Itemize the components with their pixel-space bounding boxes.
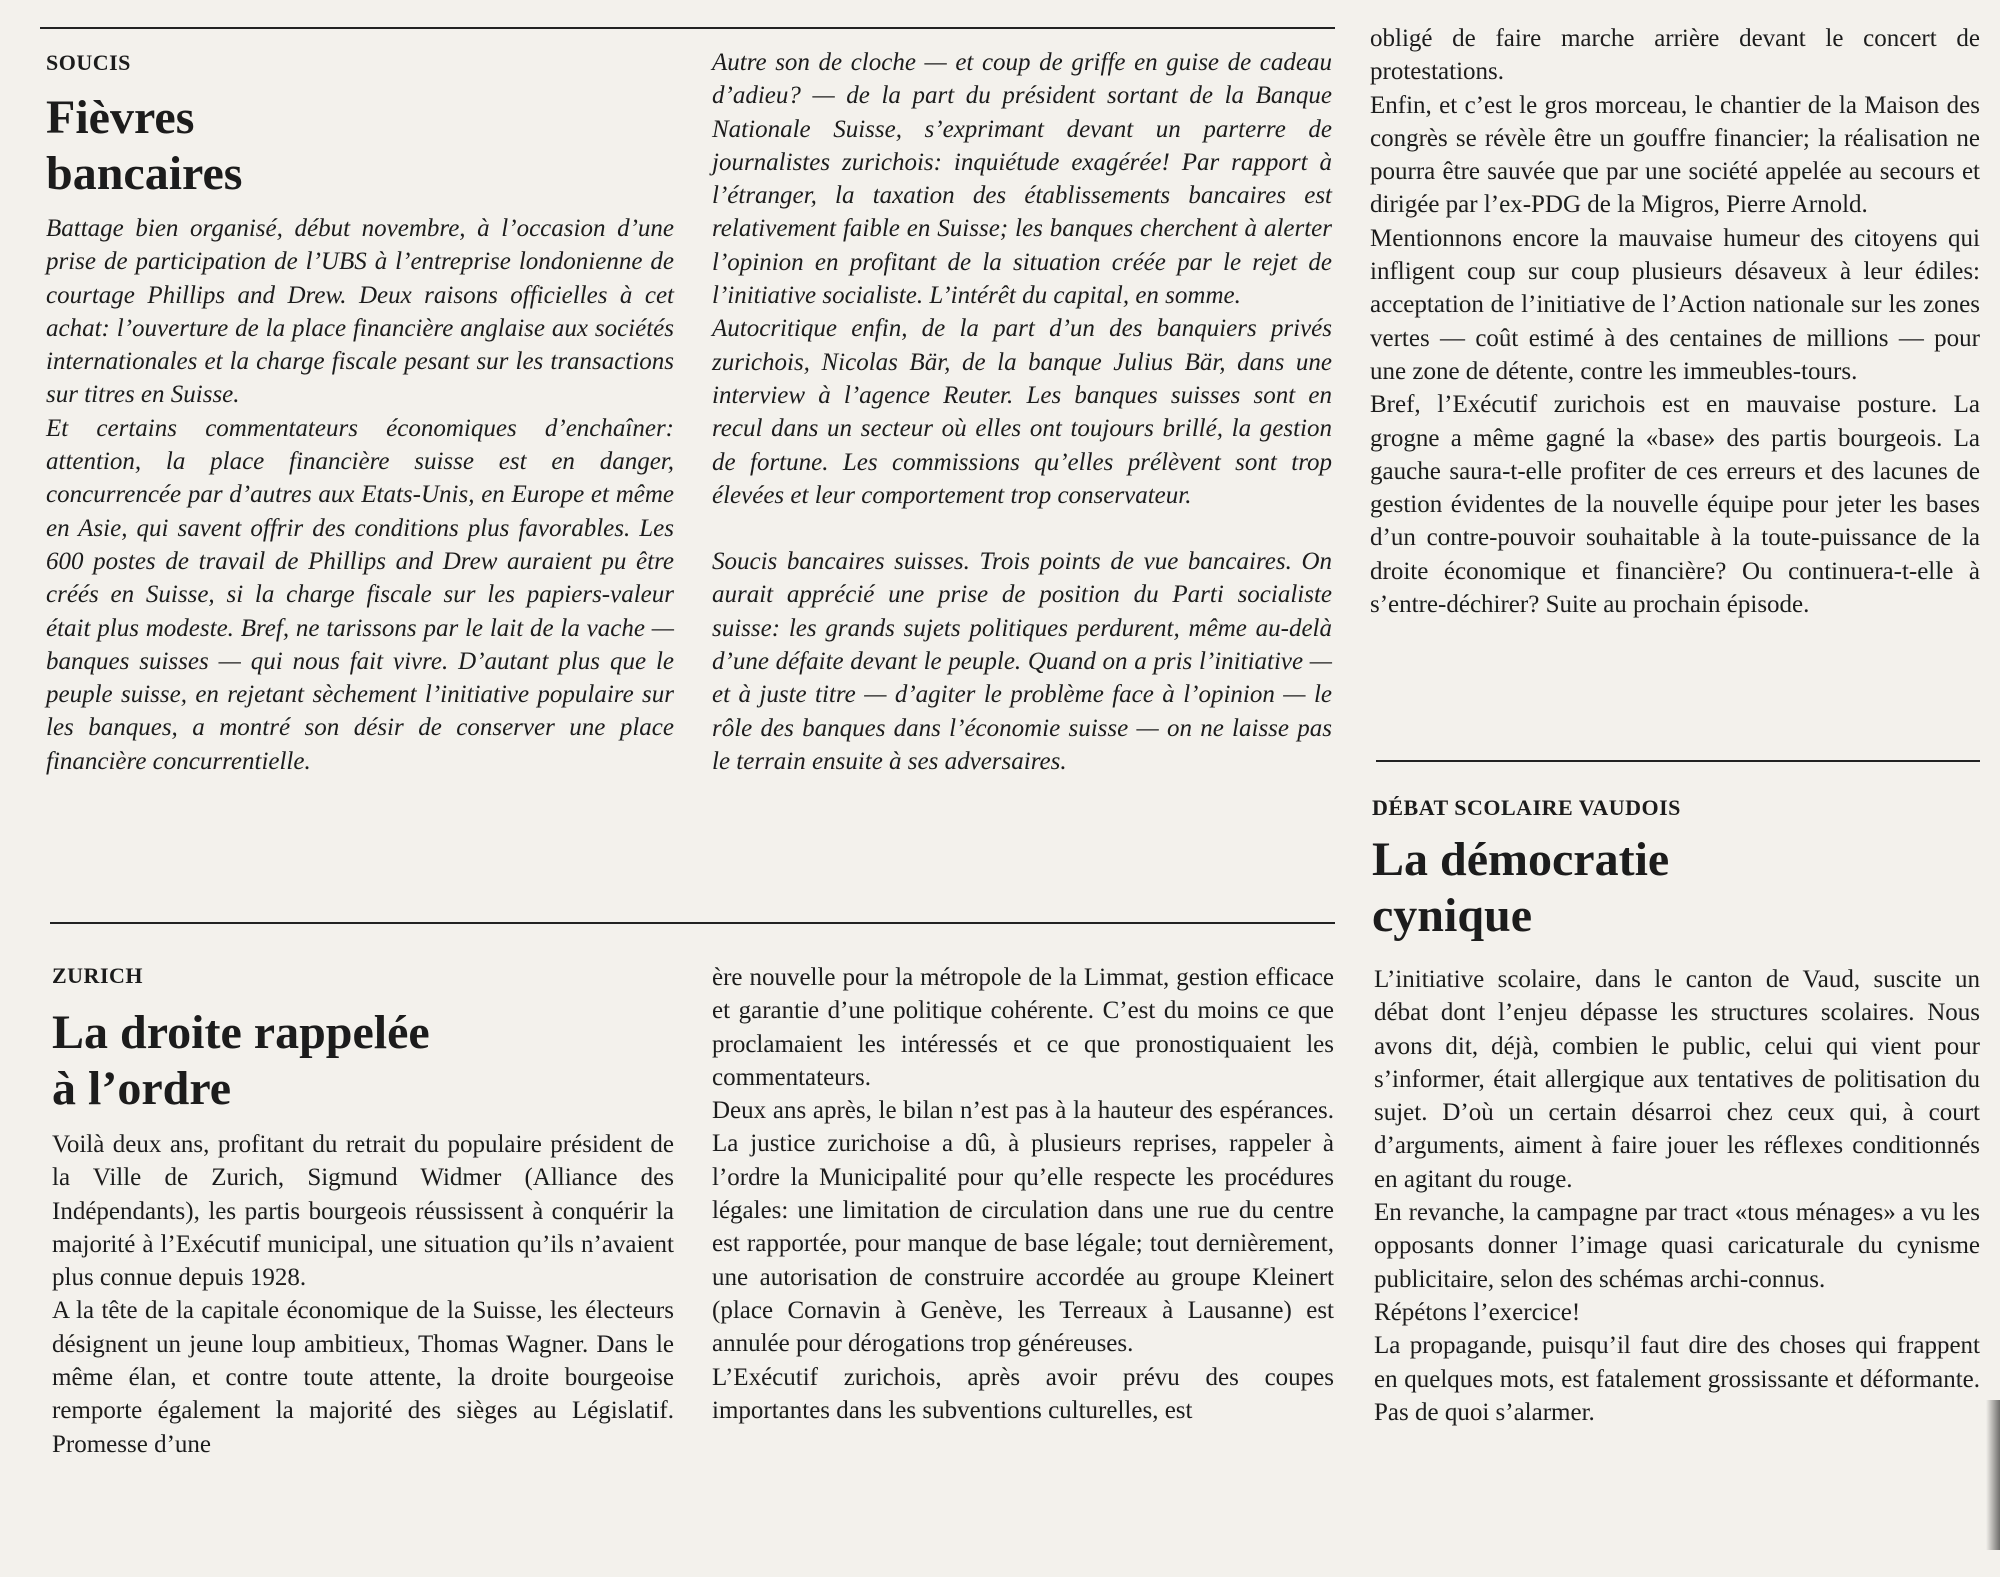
zurich-column-1: [52, 1128, 674, 1461]
soucis-headline-block: [46, 90, 666, 202]
headline-line-2: bancaires: [46, 147, 243, 200]
headline-line-1: La droite rappelée: [52, 1006, 430, 1059]
paragraph: Répétons l’exercice!: [1374, 1298, 1581, 1326]
paragraph: L’Exécutif zurichois, après avoir prévu des coupes importantes dans les subventions culturelles, est: [712, 1363, 1334, 1424]
paragraph: En revanche, la campagne par tract «tous ménages» a vu les opposants donner l’image quasi caricaturale du cynisme publicitaire, selon des schémas archi-connus.: [1374, 1199, 1980, 1293]
section-kicker-soucis: SOUCIS: [46, 50, 131, 75]
paragraph: Et certains commentateurs économiques d’enchaîner: attention, la place financière suisse est en danger, concurrencée par d’autres aux Etats-Unis, en Europe et même en Asie, qui savent offrir des conditions plus favorables. Les 600 postes de travail de Phillips and Drew auraient pu être créés en Suisse, si la charge fiscale sur les papiers-valeur était plus modeste. Bref, ne tarissons par le lait de la vache — banques suisses — qui nous fait vivre. D’autant plus que le peuple suisse, en rejetant sèchement l’initiative populaire sur les banques, a montré son désir de conserver une place financière concurrentielle.: [46, 414, 674, 775]
paragraph: Battage bien organisé, début novembre, à l’occasion d’une prise de participation de l’UBS à l’entreprise londonienne de courtage Phillips and Drew. Deux raisons officielles à cet achat: l’ouverture de la place financière anglaise aux sociétés internationales et la charge fiscale pesant sur les transactions sur titres en Suisse.: [46, 215, 674, 409]
paragraph: Deux ans après, le bilan n’est pas à la hauteur des espérances. La justice zurichoise a dû, à plusieurs reprises, rappeler à l’ordre la Municipalité pour qu’elle respecte les procédures légales: une limitation de circulation dans une rue du centre est rapportée, pour manque de base légale; tout dernièrement, une autorisation de construire accordée au groupe Kleinert (place Cornavin à Genève, les Terreaux à Lausanne) est annulée pour dérogations trop généreuses.: [712, 1097, 1334, 1358]
headline-line-1: Fièvres: [46, 91, 195, 144]
headline-democratie-cynique: [1372, 832, 1972, 944]
debat-column: [1374, 963, 1980, 1429]
top-rule: [40, 27, 1335, 29]
zurich-headline-block: [52, 1005, 692, 1117]
paragraph: Autocritique enfin, de la part d’un des banquiers privés zurichois, Nicolas Bär, de la banque Julius Bär, dans une interview à l’agence Reuter. Les banques suisses sont en recul dans un secteur où elles ont toujours brillé, la gestion de fortune. Les commissions qu’elles prélèvent sont trop élevées et leur comportement trop conservateur.: [712, 315, 1332, 509]
paragraph: Mentionnons encore la mauvaise humeur des citoyens qui infligent coup sur coup plusieurs désaveux à leur édiles: acceptation de l’initiative de l’Action nationale sur les zones vertes — coût estimé à des centaines de millions — pour une zone de détente, contre les immeubles-tours.: [1370, 224, 1980, 385]
paragraph: ère nouvelle pour la métropole de la Limmat, gestion efficace et garantie d’une politique cohérente. C’est du moins ce que proclamaient les intéressés et ce que pronostiquaient les commentateurs.: [712, 964, 1334, 1091]
paragraph: Voilà deux ans, profitant du retrait du populaire président de la Ville de Zurich, Sigmund Widmer (Alliance des Indépendants), les partis bourgeois réussissent à conquérir la majorité à l’Exécutif municipal, une situation qu’ils n’avaient plus connue depuis 1928.: [52, 1131, 674, 1292]
headline-fievres-bancaires: [46, 90, 666, 202]
soucis-column-2: [712, 46, 1332, 778]
paragraph: La propagande, puisqu’il faut dire des choses qui frappent en quelques mots, est fatalement grossissante et déformante. Pas de quoi s’alarmer.: [1374, 1332, 1980, 1426]
section-kicker-zurich: ZURICH: [52, 963, 144, 988]
paragraph: Soucis bancaires suisses. Trois points de vue bancaires. On aurait apprécié une prise de position du Parti socialiste suisse: les grands sujets politiques perdurent, même au-delà d’une défaite devant le peuple. Quand on a pris l’initiative — et à juste titre — d’agiter le problème face à l’opinion — le rôle des banques dans l’économie suisse — on ne laisse pas le terrain ensuite à ses adversaires.: [712, 548, 1332, 775]
paragraph: A la tête de la capitale économique de la Suisse, les électeurs désignent un jeune loup ambitieux, Thomas Wagner. Dans le même élan, et contre toute attente, la droite bourgeoise remporte également la majorité des sièges au Législatif. Promesse d’une: [52, 1297, 674, 1458]
middle-rule: [50, 922, 1335, 924]
debat-headline-block: [1372, 832, 1972, 944]
headline-line-2: à l’ordre: [52, 1062, 232, 1115]
headline-droite-rappelee: [52, 1005, 692, 1117]
debat-kicker-block: [1372, 795, 1972, 821]
right-column-rule: [1376, 760, 1980, 762]
scan-shadow-edge: [1986, 1400, 2000, 1550]
zurich-column-2: [712, 961, 1334, 1427]
paragraph: Bref, l’Exécutif zurichois est en mauvaise posture. La grogne a même gagné la «base» des partis bourgeois. La gauche saura-t-elle profiter de ces erreurs et des lacunes de gestion évidentes de la nouvelle équipe pour jeter les bases d’un contre-pouvoir souhaitable à la toute-puissance de la droite économique et financière? Ou continuera-t-elle à s’entre-déchirer? Suite au prochain épisode.: [1370, 391, 1980, 619]
headline-line-1: La démocratie: [1372, 833, 1670, 886]
paragraph: L’initiative scolaire, dans le canton de Vaud, suscite un débat dont l’enjeu dépasse les structures scolaires. Nous avons dit, déjà, combien le public, celui qui vient pour s’informer, était allergique aux tentatives de politisation du sujet. D’où un certain désarroi chez ceux qui, à court d’arguments, aiment à faire jouer les réflexes conditionnés en agitant du rouge.: [1374, 966, 1980, 1193]
paragraph: obligé de faire marche arrière devant le concert de protestations.: [1370, 25, 1980, 86]
paragraph: Enfin, et c’est le gros morceau, le chantier de la Maison des congrès se révèle être un gouffre financier; la réalisation ne pourra être sauvée que par une société appelée au secours et dirigée par l’ex-PDG de la Migros, Pierre Arnold.: [1370, 91, 1980, 219]
headline-line-2: cynique: [1372, 889, 1533, 942]
paragraph: Autre son de cloche — et coup de griffe en guise de cadeau d’adieu? — de la part du président sortant de la Banque Nationale Suisse, s’exprimant devant un parterre de journalistes zurichois: inquiétude exagérée! Par rapport à l’étranger, la taxation des établissements bancaires est relativement faible en Suisse; les banques cherchent à alerter l’opinion en profitant de la situation créée par le rejet de l’initiative socialiste. L’intérêt du capital, en somme.: [712, 49, 1332, 310]
section-kicker-debat: DÉBAT SCOLAIRE VAUDOIS: [1372, 795, 1681, 820]
soucis-column-1: [46, 212, 674, 778]
paragraph-gap: [712, 512, 1332, 545]
zurich-kicker-block: [52, 963, 672, 989]
zurich-column-3: [1370, 22, 1980, 621]
soucis-kicker-block: [46, 50, 666, 76]
